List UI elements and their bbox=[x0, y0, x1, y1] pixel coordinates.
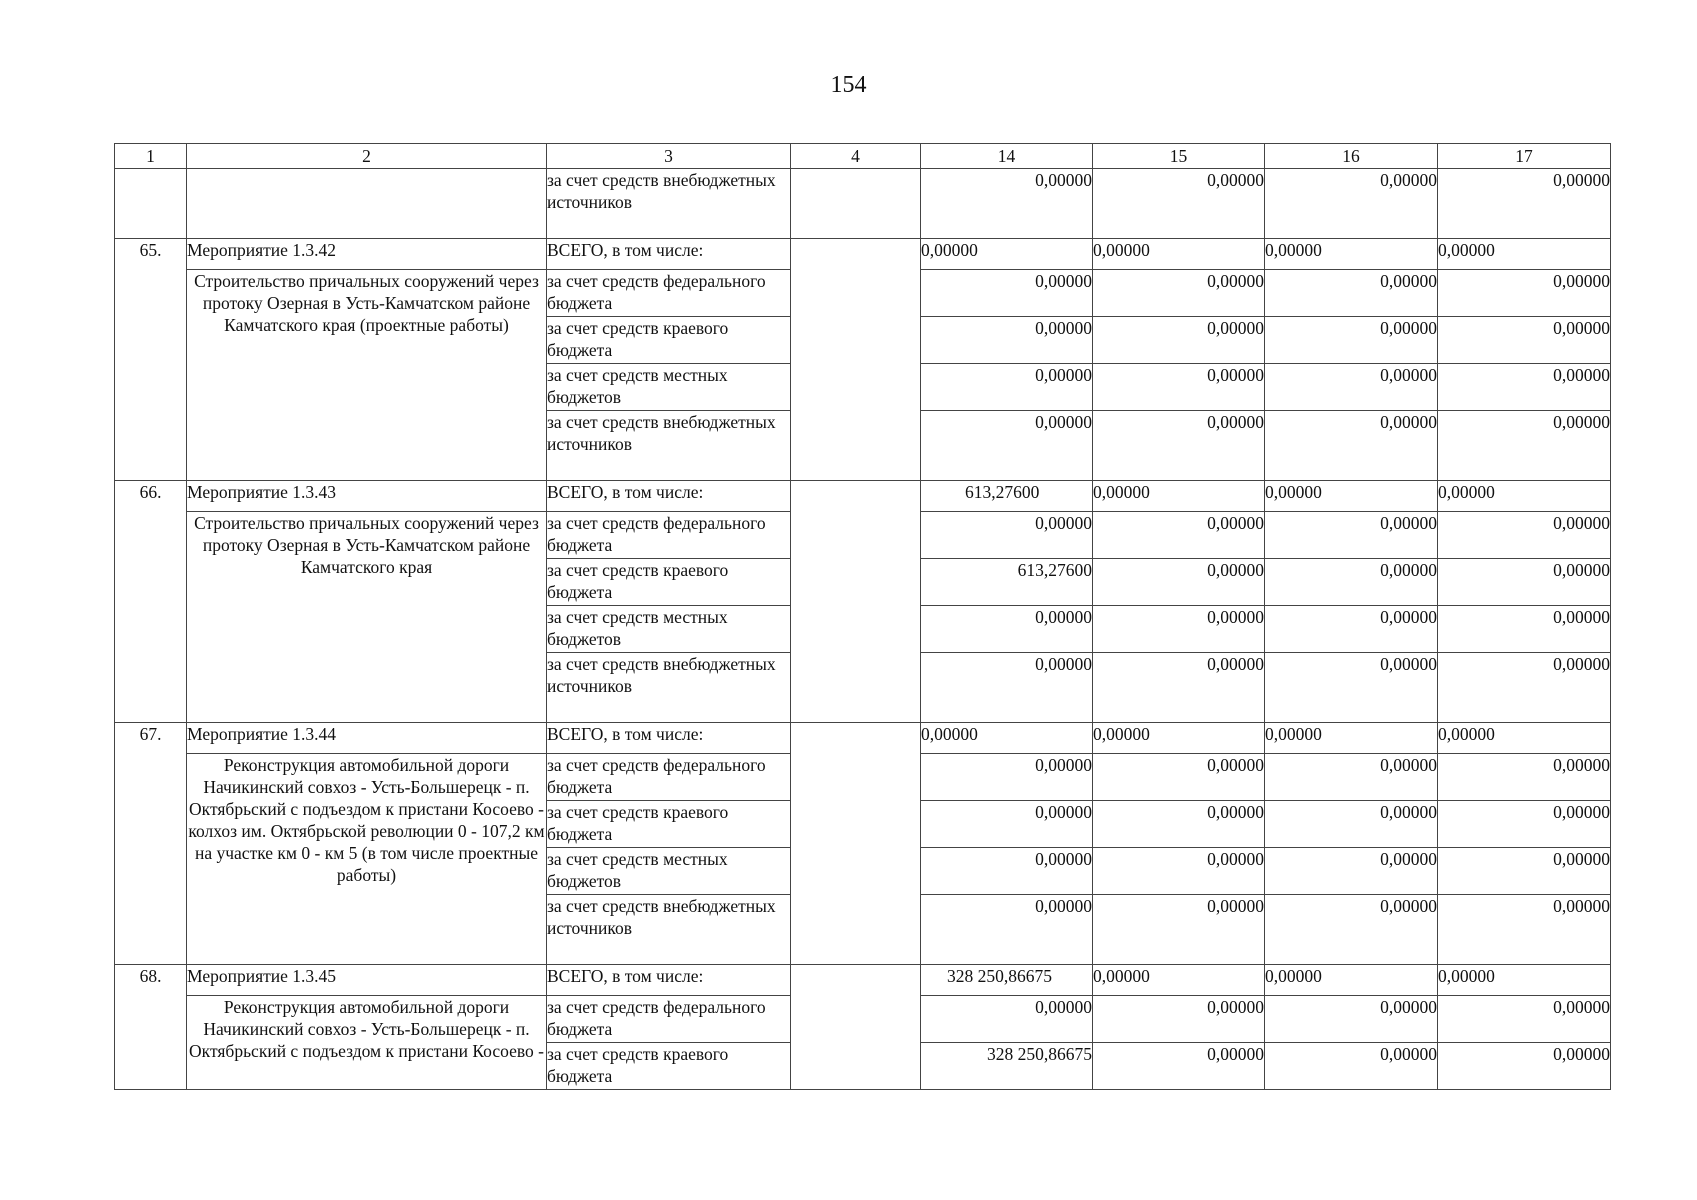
total-amount: 0,00000 bbox=[1093, 481, 1265, 512]
amount-cell: 0,00000 bbox=[921, 169, 1093, 239]
amount-cell: 613,27600 bbox=[921, 559, 1093, 606]
amount-cell: 0,00000 bbox=[1093, 512, 1265, 559]
funding-source-label: за счет средств местных бюджетов bbox=[547, 364, 791, 411]
amount-cell: 0,00000 bbox=[1093, 653, 1265, 723]
amount-cell: 0,00000 bbox=[921, 801, 1093, 848]
amount-cell: 328 250,86675 bbox=[921, 1043, 1093, 1090]
amount-cell: 0,00000 bbox=[1265, 317, 1438, 364]
amount-cell: 0,00000 bbox=[1265, 996, 1438, 1043]
total-amount: 613,27600 bbox=[921, 481, 1093, 512]
measure-title: Мероприятие 1.3.45 bbox=[187, 965, 547, 996]
amount-cell: 0,00000 bbox=[1438, 895, 1611, 965]
amount-cell: 0,00000 bbox=[1265, 364, 1438, 411]
total-amount: 0,00000 bbox=[1438, 723, 1611, 754]
amount-cell: 0,00000 bbox=[1265, 270, 1438, 317]
header-row bbox=[115, 144, 1611, 169]
funding-source-label: за счет средств краевого бюджета bbox=[547, 801, 791, 848]
amount-cell: 0,00000 bbox=[1265, 848, 1438, 895]
amount-cell: 0,00000 bbox=[1265, 754, 1438, 801]
column-header: 14 bbox=[921, 144, 1093, 169]
measure-description: Реконструкция автомобильной дороги Начикинский совхоз - Усть-Большерецк - п. Октябрьский с подъездом к пристани Косоево - колхоз им. Октябрьской революции 0 - 107,2 км на участке км 0 - км 5 (в том числе проектные работы) bbox=[187, 754, 547, 965]
empty-cell bbox=[791, 723, 921, 965]
column-header: 16 bbox=[1265, 144, 1438, 169]
amount-cell: 0,00000 bbox=[921, 512, 1093, 559]
total-amount: 0,00000 bbox=[921, 239, 1093, 270]
amount-cell: 0,00000 bbox=[1438, 848, 1611, 895]
budget-table bbox=[114, 143, 1611, 1090]
column-header: 2 bbox=[187, 144, 547, 169]
total-amount: 0,00000 bbox=[1438, 965, 1611, 996]
amount-cell: 0,00000 bbox=[1438, 364, 1611, 411]
amount-cell: 0,00000 bbox=[1265, 512, 1438, 559]
measure-title: Мероприятие 1.3.44 bbox=[187, 723, 547, 754]
amount-cell: 0,00000 bbox=[1438, 411, 1611, 481]
funding-source-label: за счет средств федерального бюджета bbox=[547, 512, 791, 559]
amount-cell: 0,00000 bbox=[1093, 848, 1265, 895]
row-number: 68. bbox=[115, 965, 187, 1090]
total-amount: 0,00000 bbox=[1093, 239, 1265, 270]
row-number: 67. bbox=[115, 723, 187, 965]
amount-cell: 0,00000 bbox=[1438, 801, 1611, 848]
amount-cell: 0,00000 bbox=[1093, 559, 1265, 606]
amount-cell: 0,00000 bbox=[1438, 317, 1611, 364]
total-amount: 0,00000 bbox=[1265, 723, 1438, 754]
funding-source-label: за счет средств местных бюджетов bbox=[547, 606, 791, 653]
measure-title: Мероприятие 1.3.42 bbox=[187, 239, 547, 270]
page-number: 154 bbox=[830, 72, 867, 98]
funding-source-label: за счет средств краевого бюджета bbox=[547, 559, 791, 606]
total-amount: 0,00000 bbox=[1265, 239, 1438, 270]
column-header: 3 bbox=[547, 144, 791, 169]
row-number: 65. bbox=[115, 239, 187, 481]
amount-cell: 0,00000 bbox=[1093, 606, 1265, 653]
amount-cell: 0,00000 bbox=[921, 996, 1093, 1043]
table-row bbox=[115, 239, 1611, 270]
table-row bbox=[115, 481, 1611, 512]
amount-cell: 0,00000 bbox=[921, 364, 1093, 411]
amount-cell: 0,00000 bbox=[1093, 169, 1265, 239]
funding-source-label: за счет средств местных бюджетов bbox=[547, 848, 791, 895]
amount-cell: 0,00000 bbox=[921, 653, 1093, 723]
amount-cell: 0,00000 bbox=[921, 270, 1093, 317]
total-amount: 328 250,86675 bbox=[921, 965, 1093, 996]
number-cell bbox=[115, 169, 187, 239]
amount-cell: 0,00000 bbox=[921, 411, 1093, 481]
measure-description: Реконструкция автомобильной дороги Начикинский совхоз - Усть-Большерецк - п. Октябрьский с подъездом к пристани Косоево - bbox=[187, 996, 547, 1090]
amount-cell: 0,00000 bbox=[921, 606, 1093, 653]
amount-cell: 0,00000 bbox=[1265, 895, 1438, 965]
total-label: ВСЕГО, в том числе: bbox=[547, 965, 791, 996]
funding-source-label: за счет средств федерального бюджета bbox=[547, 996, 791, 1043]
amount-cell: 0,00000 bbox=[1438, 270, 1611, 317]
amount-cell: 0,00000 bbox=[1438, 754, 1611, 801]
amount-cell: 0,00000 bbox=[1265, 801, 1438, 848]
amount-cell: 0,00000 bbox=[1093, 754, 1265, 801]
amount-cell: 0,00000 bbox=[921, 317, 1093, 364]
table-row bbox=[115, 723, 1611, 754]
total-amount: 0,00000 bbox=[1438, 239, 1611, 270]
amount-cell: 0,00000 bbox=[1093, 317, 1265, 364]
column-header: 17 bbox=[1438, 144, 1611, 169]
total-label: ВСЕГО, в том числе: bbox=[547, 239, 791, 270]
total-amount: 0,00000 bbox=[1265, 965, 1438, 996]
column-header: 1 bbox=[115, 144, 187, 169]
amount-cell: 0,00000 bbox=[1093, 270, 1265, 317]
amount-cell: 0,00000 bbox=[1438, 996, 1611, 1043]
amount-cell: 0,00000 bbox=[921, 895, 1093, 965]
total-amount: 0,00000 bbox=[1265, 481, 1438, 512]
funding-source-label: за счет средств внебюджетных источников bbox=[547, 411, 791, 481]
amount-cell: 0,00000 bbox=[1265, 606, 1438, 653]
funding-source-label: за счет средств внебюджетных источников bbox=[547, 653, 791, 723]
amount-cell: 0,00000 bbox=[1093, 895, 1265, 965]
column-header: 15 bbox=[1093, 144, 1265, 169]
amount-cell: 0,00000 bbox=[1093, 1043, 1265, 1090]
funding-source-label: за счет средств внебюджетных источников bbox=[547, 169, 791, 239]
total-amount: 0,00000 bbox=[1438, 481, 1611, 512]
row-number: 66. bbox=[115, 481, 187, 723]
funding-source-label: за счет средств федерального бюджета bbox=[547, 754, 791, 801]
funding-source-label: за счет средств федерального бюджета bbox=[547, 270, 791, 317]
amount-cell: 0,00000 bbox=[1438, 653, 1611, 723]
amount-cell: 0,00000 bbox=[1265, 1043, 1438, 1090]
amount-cell: 0,00000 bbox=[1438, 512, 1611, 559]
total-label: ВСЕГО, в том числе: bbox=[547, 481, 791, 512]
empty-cell bbox=[791, 239, 921, 481]
total-amount: 0,00000 bbox=[1093, 723, 1265, 754]
measure-title: Мероприятие 1.3.43 bbox=[187, 481, 547, 512]
empty-cell bbox=[791, 481, 921, 723]
amount-cell: 0,00000 bbox=[1265, 559, 1438, 606]
amount-cell: 0,00000 bbox=[921, 848, 1093, 895]
funding-source-label: за счет средств краевого бюджета bbox=[547, 317, 791, 364]
amount-cell: 0,00000 bbox=[1093, 801, 1265, 848]
amount-cell: 0,00000 bbox=[1265, 169, 1438, 239]
amount-cell: 0,00000 bbox=[1093, 364, 1265, 411]
measure-description: Строительство причальных сооружений через протоку Озерная в Усть-Камчатском районе Камчатского края (проектные работы) bbox=[187, 270, 547, 481]
total-amount: 0,00000 bbox=[921, 723, 1093, 754]
amount-cell: 0,00000 bbox=[1438, 169, 1611, 239]
measure-description: Строительство причальных сооружений через протоку Озерная в Усть-Камчатском районе Камчатского края bbox=[187, 512, 547, 723]
empty-cell bbox=[791, 965, 921, 1090]
funding-source-label: за счет средств внебюджетных источников bbox=[547, 895, 791, 965]
amount-cell: 0,00000 bbox=[1093, 996, 1265, 1043]
empty-cell bbox=[791, 169, 921, 239]
amount-cell: 0,00000 bbox=[1093, 411, 1265, 481]
amount-cell: 0,00000 bbox=[1438, 1043, 1611, 1090]
amount-cell: 0,00000 bbox=[921, 754, 1093, 801]
description-cell bbox=[187, 169, 547, 239]
amount-cell: 0,00000 bbox=[1438, 606, 1611, 653]
column-header: 4 bbox=[791, 144, 921, 169]
amount-cell: 0,00000 bbox=[1265, 653, 1438, 723]
table-row bbox=[115, 169, 1611, 239]
total-amount: 0,00000 bbox=[1093, 965, 1265, 996]
total-label: ВСЕГО, в том числе: bbox=[547, 723, 791, 754]
amount-cell: 0,00000 bbox=[1438, 559, 1611, 606]
amount-cell: 0,00000 bbox=[1265, 411, 1438, 481]
funding-source-label: за счет средств краевого бюджета bbox=[547, 1043, 791, 1090]
table-row bbox=[115, 965, 1611, 996]
